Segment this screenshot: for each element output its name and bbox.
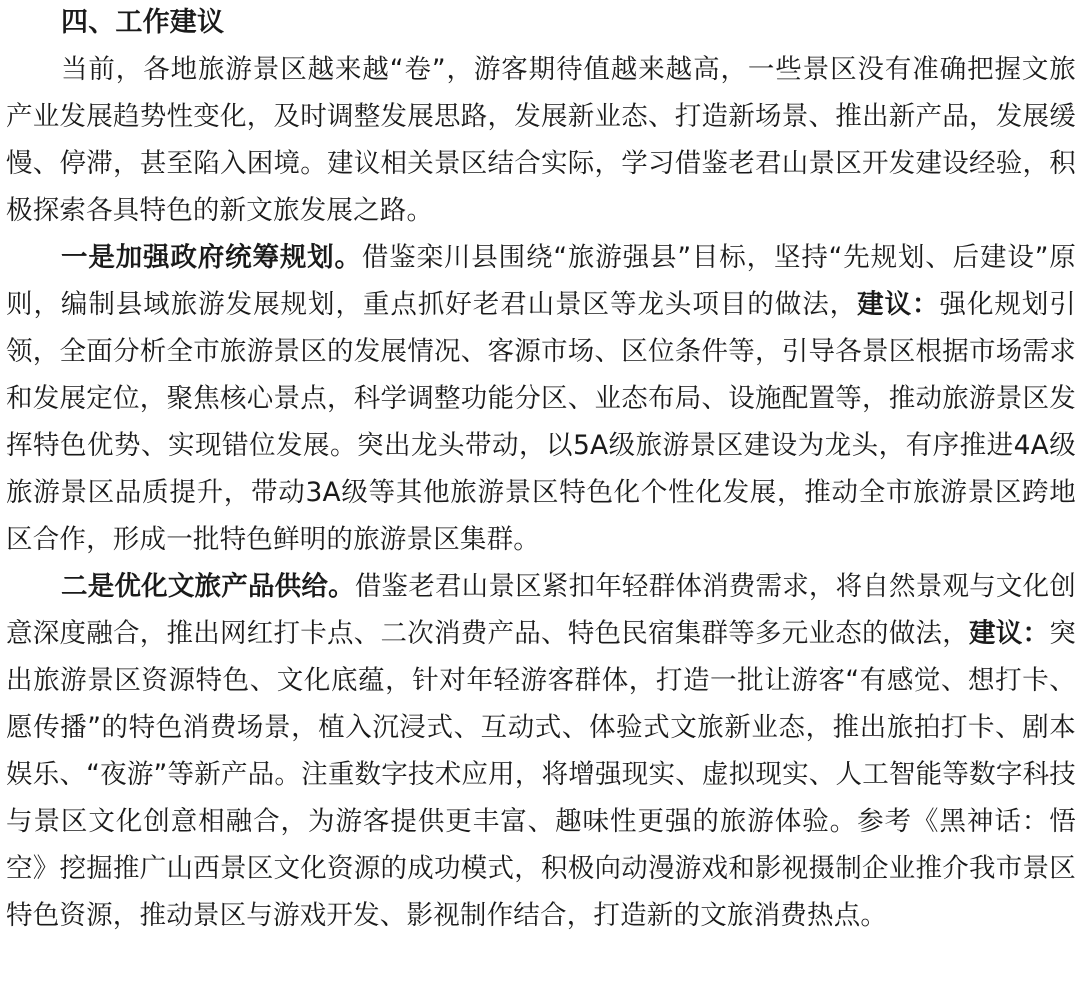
section-heading: 四、工作建议 <box>61 7 225 38</box>
intro-paragraph <box>6 46 1076 234</box>
point2-suggest-label: 建议： <box>969 618 1050 649</box>
point1-suggest-label: 建议： <box>857 289 940 320</box>
point2-text-b: 突出旅游景区资源特色、文化底蕴，针对年轻游客群体，打造一批让游客“有感觉、想打卡、愿传播”的特色消费场景，植入沉浸式、互动式、体验式文旅新业态，推出旅拍打卡、剧本娱乐、“夜游”等新产品。注重数字技术应用，将增强现实、虚拟现实、人工智能等数字科技与景区文化创意相融合，为游客提供更丰富、趣味性更强的旅游体验。参考《黑神话：悟空》挖掘推广山西景区文化资源的成功模式，积极向动漫游戏和影视摄制企业推介我市景区特色资源，推动景区与游戏开发、影视制作结合，打造新的文旅消费热点。 <box>6 618 1076 931</box>
point1-text-a: 借鉴栾川县围绕“旅游强县”目标，坚持“先规划、后建设”原则，编制县域旅游发展规划，重点抓好老君山景区等龙头项目的做法， <box>6 242 1076 320</box>
point1-paragraph <box>6 234 1076 563</box>
point1-title: 一是加强政府统筹规划。 <box>61 242 362 273</box>
point2-text-a: 借鉴老君山景区紧扣年轻群体消费需求，将自然景观与文化创意深度融合，推出网红打卡点、二次消费产品、特色民宿集群等多元业态的做法， <box>6 571 1077 649</box>
intro-text: 当前，各地旅游景区越来越“卷”，游客期待值越来越高，一些景区没有准确把握文旅产业发展趋势性变化，及时调整发展思路，发展新业态、打造新场景、推出新产品，发展缓慢、停滞，甚至陷入困境。建议相关景区结合实际，学习借鉴老君山景区开发建设经验，积极探索各具特色的新文旅发展之路。 <box>6 54 1076 226</box>
point2-title: 二是优化文旅产品供给。 <box>61 571 355 602</box>
point2-paragraph <box>6 563 1076 939</box>
point1-text-b: 强化规划引领，全面分析全市旅游景区的发展情况、客源市场、区位条件等，引导各景区根据市场需求和发展定位，聚焦核心景点，科学调整功能分区、业态布局、设施配置等，推动旅游景区发挥特色优势、实现错位发展。突出龙头带动，以5A级旅游景区建设为龙头，有序推进4A级旅游景区品质提升，带动3A级等其他旅游景区特色化个性化发展，推动全市旅游景区跨地区合作，形成一批特色鲜明的旅游景区集群。 <box>6 289 1077 555</box>
